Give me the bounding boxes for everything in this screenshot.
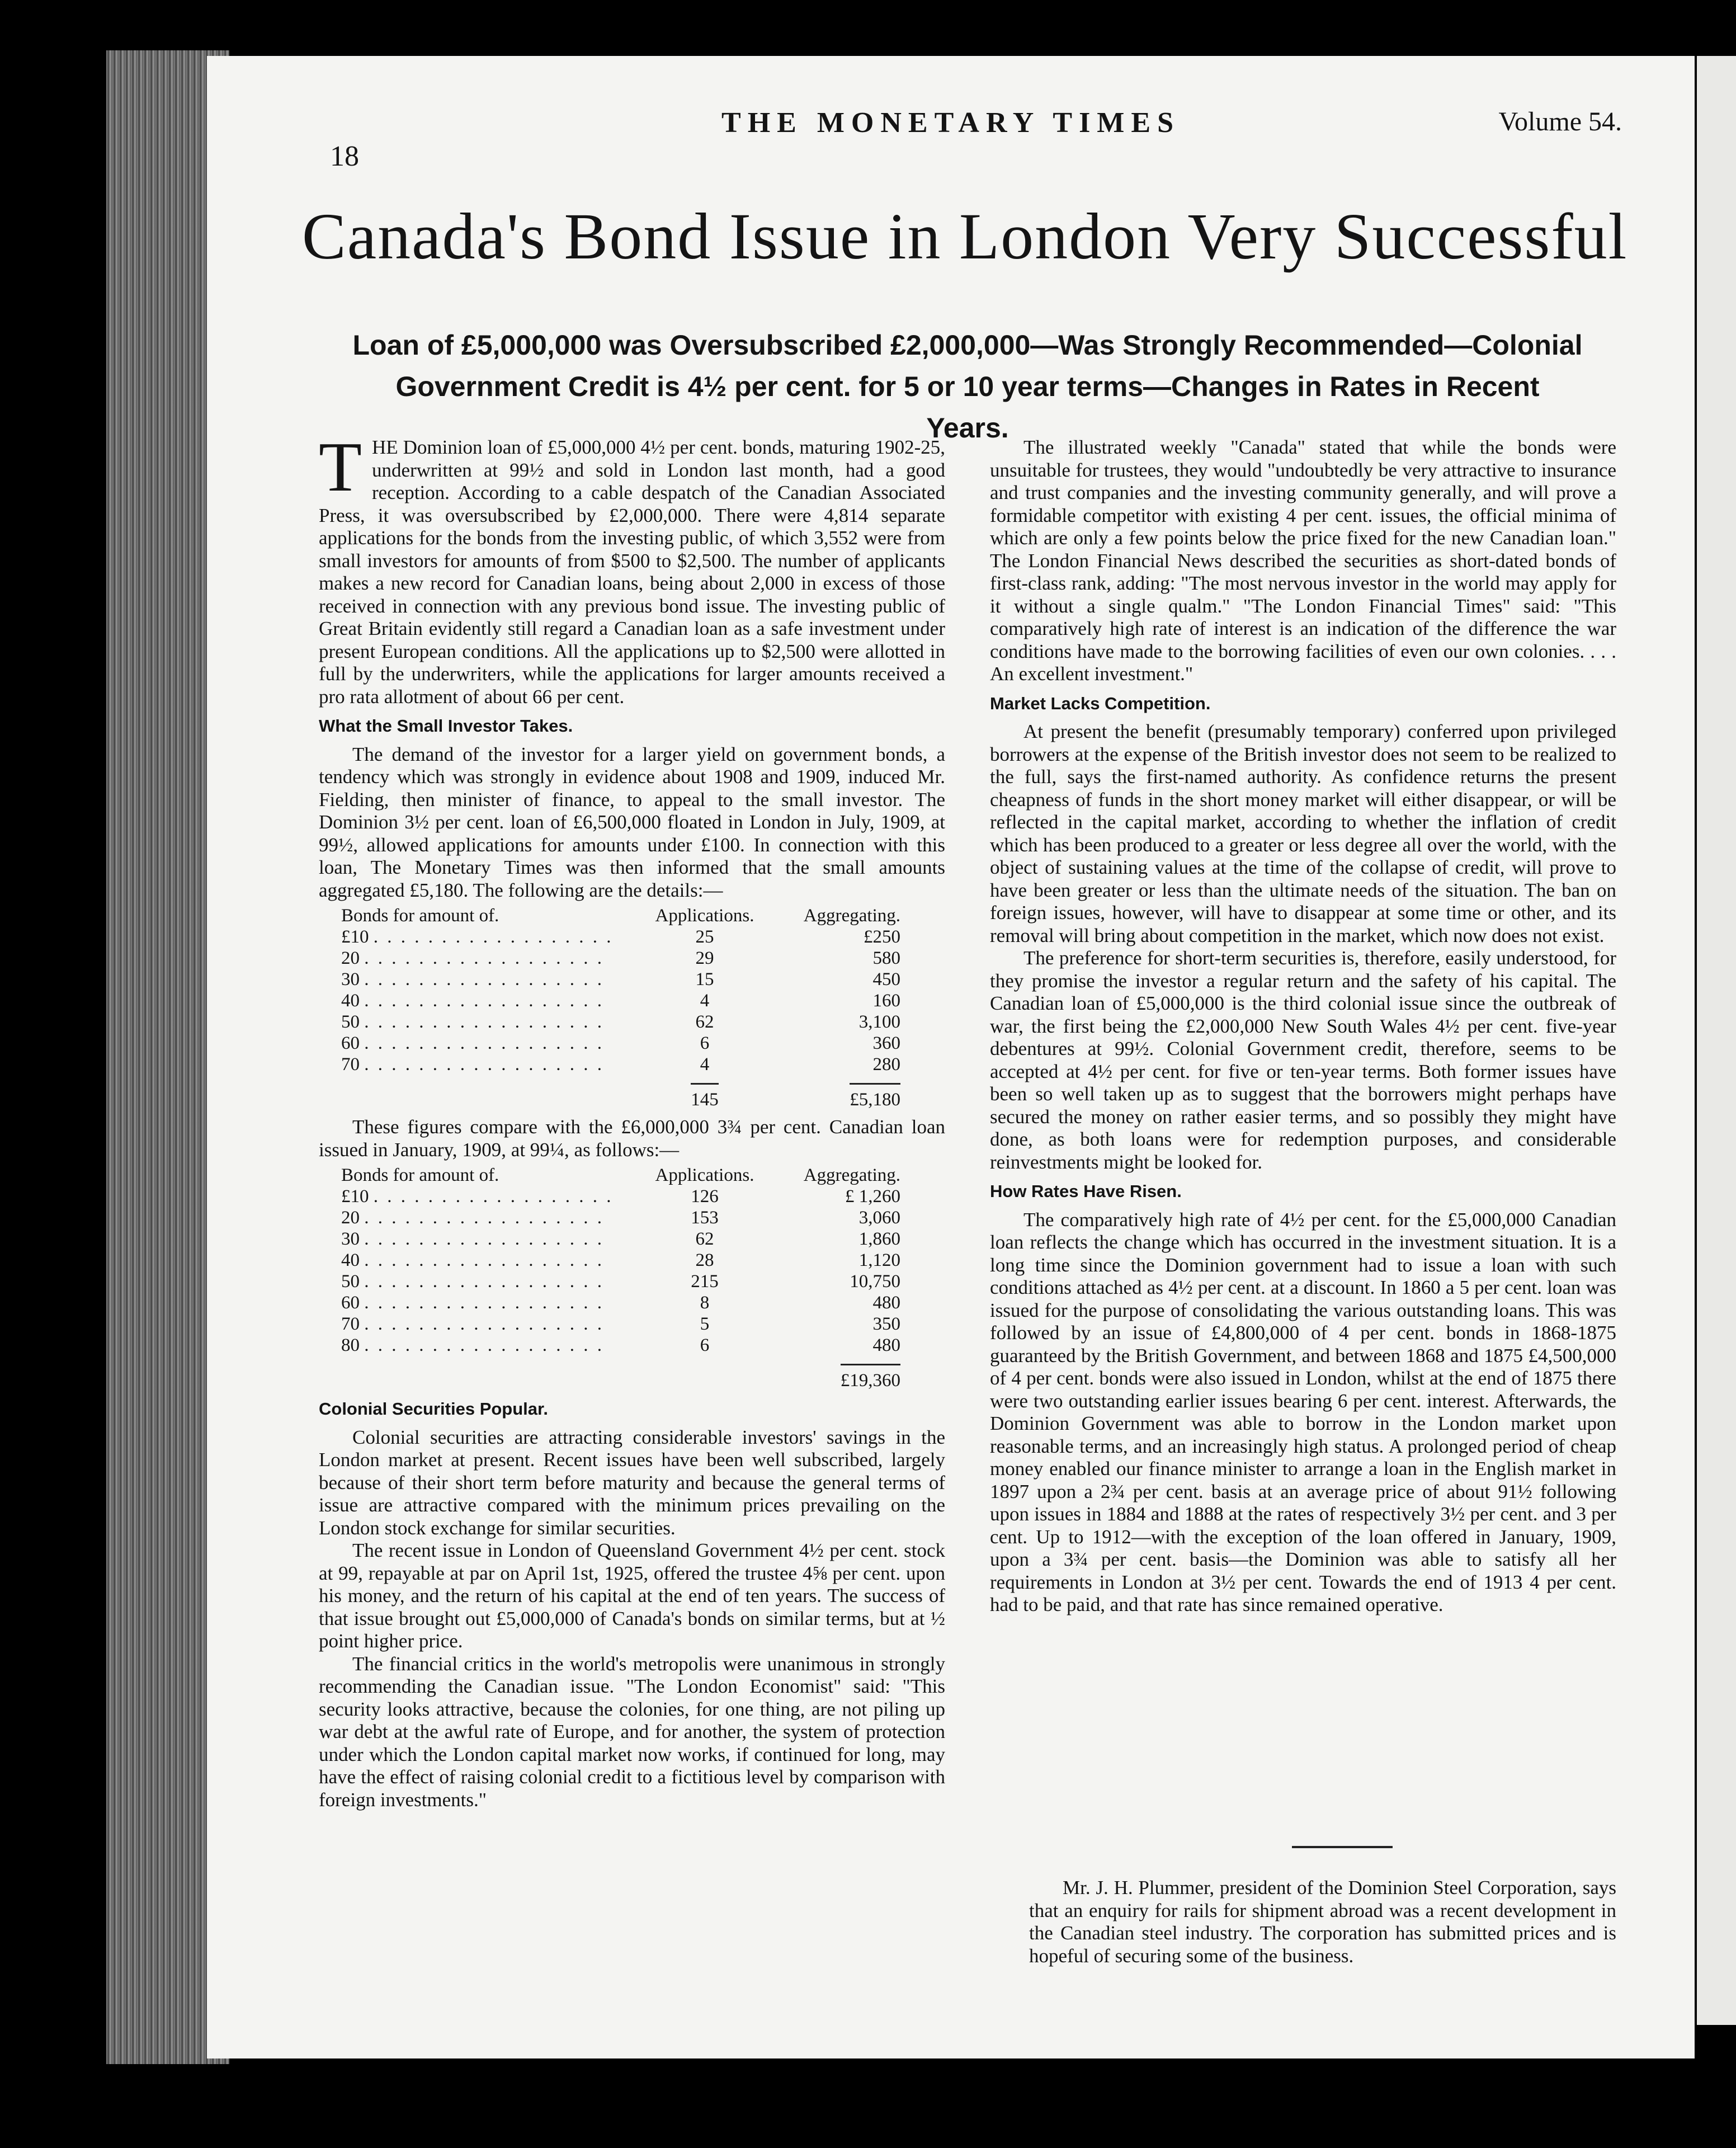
table-row: 70 . . . . . . . . . . . . . . . . . . 5 350 <box>341 1314 900 1334</box>
subhead-line-2: Government Credit is 4½ per cent. for 5 or 10 year terms—Changes in Rates in Recent Years. <box>395 371 1540 444</box>
table1-header-aggregating: Aggregating. <box>803 906 900 926</box>
paragraph-market: At present the benefit (presumably temporary) conferred upon privileged borrowers at the expense of the British investor does not seem to be realized to the full, says the first-named authority. As confidence returns the present cheapness of funds in the short money market will either disappear, or will be reflected in the capital market, according to whether the inflation of credit which has been produced to a greater or less degree all over the world, with the object of sustaining values at the time of the collapse of credit, will prove to have been greater or less than the ultimate needs of the situation. The ban on foreign issues, however, will have to disappear at some time or other, and its removal will bring about competition in the market, which now does not exist. <box>990 720 1616 946</box>
table1-header-amount: Bonds for amount of. <box>341 906 499 926</box>
table1-total-applications: 145 <box>691 1083 719 1110</box>
drop-cap: T <box>319 428 362 506</box>
section-heading-small-investor: What the Small Investor Takes. <box>319 716 573 736</box>
table1-header-applications: Applications. <box>655 906 754 926</box>
table-row: 70 . . . . . . . . . . . . . . . . . . 4 280 <box>341 1054 900 1075</box>
table-row: 50 . . . . . . . . . . . . . . . . . . 215 10,750 <box>341 1271 900 1292</box>
paragraph-small-investor: The demand of the investor for a larger yield on government bonds, a tendency which was strongly in evidence about 1908 and 1909, induced Mr. Fielding, then minister of finance, to appeal to the small investor. The Dominion 3½ per cent. loan of £6,500,000 floated in London in July, 1909, at 99½, allowed applications for amounts under £100. In connection with this loan, The Monetary Times was then informed that the small amounts aggregated £5,180. The following are the details:— <box>319 743 945 901</box>
section-heading-market: Market Lacks Competition. <box>990 693 1211 713</box>
right-column <box>990 436 1616 1617</box>
journal-name: THE MONETARY TIMES <box>721 107 1180 139</box>
intro-text: HE Dominion loan of £5,000,000 4½ per cent. bonds, maturing 1902-25, underwritten at 99½ and sold in London last month, had a good reception. According to a cable despatch of the Canadian Associated Press, it was oversubscribed by £2,000,000. There were 4,814 separate applications for the bonds from the investing public, of which 3,552 were from small investors for amounts of from $500 to $2,500. The number of applicants makes a new record for Canadian loans, being about 2,000 in excess of those received in connection with any previous bond issue. The investing public of Great Britain evidently still regard a Canadian loan as a safe investment under present European conditions. All the applications up to $2,500 were allotted in full by the underwriters, while the applications for larger amounts received a pro rata allotment of about 66 per cent. <box>319 436 945 708</box>
bond-table-1909-january <box>341 1165 912 1391</box>
volume-label: Volume 54. <box>1498 107 1622 136</box>
page-number: 18 <box>330 140 359 172</box>
next-page-edge <box>1697 56 1736 2025</box>
paragraph-compare: These figures compare with the £6,000,000 3¾ per cent. Canadian loan issued in January, 1909, at 99¼, as follows:— <box>319 1116 945 1161</box>
table-row: 80 . . . . . . . . . . . . . . . . . . 6 480 <box>341 1335 900 1355</box>
paragraph-colonial-2: The recent issue in London of Queensland Government 4½ per cent. stock at 99, repayable at par on April 1st, 1925, offered the trustee 4⅝ per cent. upon his money, and the return of his capital at the end of ten years. The success of that issue brought out £5,000,000 of Canada's bonds on similar terms, but at ½ point higher price. <box>319 1539 945 1652</box>
table-row: 30 . . . . . . . . . . . . . . . . . . 15 450 <box>341 969 900 990</box>
table-total-row <box>341 1356 912 1391</box>
news-note-plummer: Mr. J. H. Plummer, president of the Dominion Steel Corporation, says that an enquiry for rails for shipment abroad was a recent development in the Canadian steel industry. The corporation has submitted prices and is hopeful of securing some of the business. <box>1029 1877 1616 1967</box>
bond-table-1909-july <box>341 905 912 1110</box>
section-heading-colonial: Colonial Securities Popular. <box>319 1399 548 1419</box>
table2-total-aggregating: £19,360 <box>841 1364 900 1391</box>
table-row: 40 . . . . . . . . . . . . . . . . . . 28 1,120 <box>341 1250 900 1270</box>
left-column <box>319 428 945 1811</box>
table-row: 60 . . . . . . . . . . . . . . . . . . 8 480 <box>341 1293 900 1313</box>
table2-header-amount: Bonds for amount of. <box>341 1165 499 1185</box>
section-divider <box>1292 1846 1393 1848</box>
paragraph-preference: The preference for short-term securities is, therefore, easily understood, for they promise the investor a regular return and the safety of his capital. The Canadian loan of £5,000,000 is the third colonial issue since the outbreak of war, the first being the £2,000,000 New South Wales 4½ per cent. five-year debentures at 99½. Colonial Government credit, therefore, seems to be accepted at 4½ per cent. for five or ten-year terms. Both former issues have been so well taken up as to suggest that the borrowers might perhaps have secured the money on rather easier terms, and so possibly they might have done, as both loans were for redemption purposes, and considerable reinvestments might be looked for. <box>990 947 1616 1173</box>
table2-header-aggregating: Aggregating. <box>803 1165 900 1185</box>
paragraph-colonial-3: The financial critics in the world's metropolis were unanimous in strongly recommending the Canadian issue. "The London Economist" said: "This security looks attractive, because the colonies, for one thing, are not piling up war debt at the awful rate of Europe, and for another, the system of protection under which the London capital market now works, if continued for long, may have the effect of raising colonial credit to a fictitious level by comparison with foreign investments." <box>319 1652 945 1811</box>
paragraph-colonial-1: Colonial securities are attracting considerable investors' savings in the London market at present. Recent issues have been well subscribed, largely because of their short term before maturity and because the general terms of issue are attractive compared with the minimum prices prevailing on the London stock exchange for similar securities. <box>319 1426 945 1539</box>
table-row: £10 . . . . . . . . . . . . . . . . . . 126 £ 1,260 <box>341 1186 900 1207</box>
table-row: 40 . . . . . . . . . . . . . . . . . . 4 160 <box>341 991 900 1011</box>
table-row: 50 . . . . . . . . . . . . . . . . . . 62 3,100 <box>341 1012 900 1032</box>
table-total-row <box>341 1075 912 1110</box>
intro-paragraph <box>319 428 945 708</box>
table-row: 30 . . . . . . . . . . . . . . . . . . 62 1,860 <box>341 1229 900 1249</box>
subhead-line-1: Loan of £5,000,000 was Oversubscribed £2,000,000—Was Strongly Recommended—Colonial <box>352 329 1583 361</box>
table1-total-aggregating: £5,180 <box>850 1083 900 1110</box>
article-subhead <box>352 324 1583 449</box>
paragraph-canada-weekly: The illustrated weekly "Canada" stated that while the bonds were unsuitable for trustees, they would "undoubtedly be very attractive to insurance and trust companies and the investing community generally, and will prove a formidable competitor with existing 4 per cent. issues, the official minima of which are only a few points below the price fixed for the new Canadian loan." The London Financial News described the securities as short-dated bonds of first-class rank, adding: "The most nervous investor in the world may apply for it without a single qualm." "The London Financial Times" said: "This comparatively high rate of interest is an indication of the difference the war conditions have made to the borrowing facilities of even our own colonies. . . . An excellent investment." <box>990 436 1616 685</box>
table-row: 20 . . . . . . . . . . . . . . . . . . 29 580 <box>341 948 900 968</box>
table2-header-applications: Applications. <box>655 1165 754 1185</box>
table-row: £10 . . . . . . . . . . . . . . . . . . 25 £250 <box>341 927 900 947</box>
magazine-page <box>207 56 1695 2058</box>
article-headline: Canada's Bond Issue in London Very Successful <box>302 200 1628 273</box>
table-row: 20 . . . . . . . . . . . . . . . . . . 153 3,060 <box>341 1208 900 1228</box>
section-heading-rates: How Rates Have Risen. <box>990 1181 1182 1201</box>
table-row: 60 . . . . . . . . . . . . . . . . . . 6 360 <box>341 1033 900 1053</box>
paragraph-rates: The comparatively high rate of 4½ per cent. for the £5,000,000 Canadian loan reflects the change which has occurred in the investment situation. It is a long time since the Dominion government had to issue a loan with such conditions attached as 4½ per cent. at a discount. In 1860 a 5 per cent. loan was issued for the purpose of consolidating the various outstanding loans. This was followed by an issue of £4,800,000 of 4 per cent. bonds in 1868-1875 guaranteed by the British Government, and between 1868 and 1875 £4,500,000 of 4 per cent. bonds were also issued in London, whilst at the end of 1875 there were two outstanding earlier issues bearing 6 per cent. interest. Afterwards, the Dominion Government was able to borrow in the London market upon reasonable terms, and an increasingly high status. A prolonged period of cheap money enabled our finance minister to arrange a loan in the English market in 1897 upon a 2¾ per cent. basis at an average price of about 91½ following upon issues in 1884 and 1888 at the rates of respectively 3½ per cent. and 3 per cent. Up to 1912—with the exception of the loan offered in January, 1909, upon a 3¾ per cent. basis—the Dominion was able to satisfy all her requirements in London at 3½ per cent. Towards the end of 1913 4 per cent. had to be paid, and that rate has since remained operative. <box>990 1208 1616 1615</box>
